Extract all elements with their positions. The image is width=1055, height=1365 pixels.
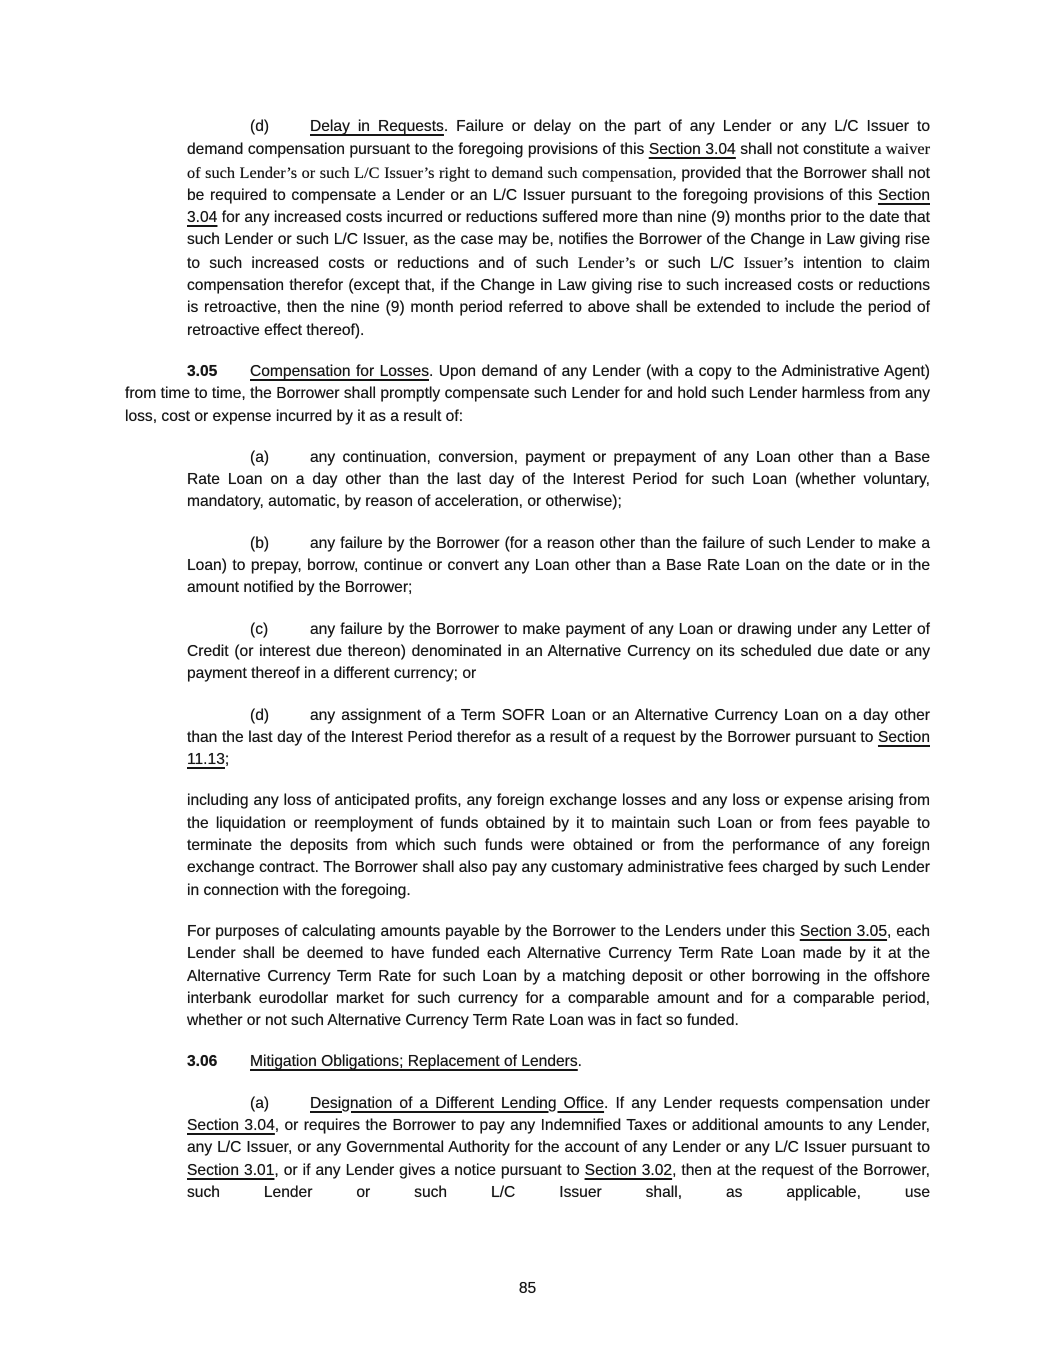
section-reference: Section 3.04 (187, 1116, 275, 1134)
text-run: any failure by the Borrower (for a reason other than the failure of such Lender to make a Loan) to prepay, borrow, continue or convert any Loan other than a Base Rate Loan on the date or in the amount notified by the Borrower; (187, 534, 930, 597)
text-run: any assignment of a Term SOFR Loan or an Alternative Currency Loan on a day other than the last day of the Interest Period therefor as a result of a request by the Borrower pursuant to (187, 706, 930, 746)
paragraph-label: 3.06 (187, 1053, 218, 1071)
paragraph-for-purposes-of-calculating (187, 921, 930, 1032)
underlined-heading: Delay in Requests (310, 118, 444, 135)
paragraph-label: (a) (250, 1094, 270, 1112)
clause-3-05-c (187, 619, 930, 686)
clause-3-05-d (187, 705, 930, 772)
text-run: including any loss of anticipated profits, any foreign exchange losses and any loss or expense arising from the liquidation or reemployment of funds obtained by it to maintain such Loan or from fees payable to terminate the deposits from which such funds were obtained or from the performance of any foreign exchange contract. The Borrower shall also pay any customary administrative fees charged by such Lender in connection with the foregoing. (187, 792, 930, 899)
page-number: 85 (518, 1280, 537, 1297)
text-run: shall not constitute (735, 141, 875, 159)
paragraph-label: 3.05 (187, 362, 218, 380)
document-body (125, 116, 930, 1204)
paragraph-label: (a) (250, 448, 270, 466)
clause-3-05-b (187, 533, 930, 600)
section-reference: Section 3.05 (799, 922, 888, 940)
text-run: , or requires the Borrower to pay any Indemnified Taxes or additional amounts to any Lender, any L/C Issuer, or any Governmental Authority for the account of any Lender or any L/C Issuer pursuant to (187, 1116, 930, 1157)
text-run: provided that the Borrower shall not be required to compensate a Lender or an L/C Issuer pursuant to the foregoing provisions of this (187, 164, 930, 204)
clause-3-04-d-delay-in-requests (187, 116, 930, 342)
text-run: , or if any Lender gives a notice pursuant to (274, 1161, 585, 1179)
text-run: . Failure or delay on the part of any Lender or any L/C Issuer to demand compensation pursuant to the foregoing provisions of this (187, 118, 930, 159)
text-run: , each Lender shall be deemed to have funded each Alternative Currency Term Rate Loan made by it at the Alternative Currency Term Rate for such Loan by a matching deposit or other borrowing in the offshore interbank eurodollar market for such currency for a comparable amount and for a comparable period, whether or not such Alternative Currency Term Rate Loan was in fact so funded. (187, 922, 931, 1030)
paragraph-label: (b) (250, 534, 270, 552)
paragraph-including-losses (187, 790, 930, 901)
text-run: for any increased costs incurred or reductions suffered more than nine (9) months prior to the date that such Lender or such L/C Issuer, as the case may be, notifies the Borrower of the Change in Law giving rise to such increased costs or reductions and of such (187, 209, 930, 272)
underlined-heading: Compensation for Losses (250, 362, 429, 380)
text-run: ; (224, 751, 230, 769)
text-run: . If any Lender requests compensation under (604, 1094, 930, 1112)
section-reference: Section 3.01 (187, 1161, 275, 1179)
text-run: intention to claim compensation therefor (except that, if the Change in Law giving rise to such increased costs or reductions is retroactive, then the nine (9) month period referred to above shall be extended to include the period of retroactive effect thereof). (187, 254, 930, 339)
section-reference: Section 3.02 (584, 1161, 673, 1179)
clause-3-06-a-designation-lending-office (187, 1093, 930, 1204)
text-run: any continuation, conversion, payment or prepayment of any Loan other than a Base Rate Loan on a day other than the last day of the Interest Period for such Loan (whether voluntary, mandatory, automatic, by reason of acceleration, or otherwise); (187, 448, 930, 511)
text-run: or such L/C (635, 254, 744, 272)
underlined-heading: Designation of a Different Lending Office (310, 1094, 605, 1112)
clause-3-05-a (187, 447, 930, 514)
section-reference: Section 3.04 (187, 186, 930, 227)
text-run: any failure by the Borrower to make payment of any Loan or drawing under any Letter of Credit (or interest due thereon) denominated in an Alternative Currency on its scheduled due date or any payment thereof in a different currency; or (187, 620, 930, 683)
section-reference: Section 11.13 (187, 728, 930, 769)
text-run: Lender’s (577, 252, 636, 272)
paragraph-label: (c) (250, 620, 269, 638)
text-run: Issuer’s (743, 252, 794, 272)
text-run: For purposes of calculating amounts payable by the Borrower to the Lenders under this (187, 922, 800, 940)
text-run: . (577, 1053, 582, 1071)
paragraph-label: (d) (250, 706, 270, 724)
section-reference: Section 3.04 (648, 141, 736, 159)
paragraph-label: (d) (250, 118, 270, 135)
underlined-heading: Mitigation Obligations; Replacement of Lenders (250, 1053, 578, 1071)
text-run: . Upon demand of any Lender (with a copy to the Administrative Agent) from time to time, the Borrower shall promptly compensate such Lender for and hold such Lender harmless from any loss, cost or expense incurred by it as a result of: (125, 362, 930, 425)
text-run: , then at the request of the Borrower, such Lender or such L/C Issuer shall, as applicable, use (187, 1161, 930, 1201)
text-run: a waiver of such Lender’s or such L/C Issuer’s right to demand such compensation, (187, 139, 930, 182)
section-3-06-mitigation-obligations (125, 1051, 930, 1073)
section-3-05-compensation-for-losses (125, 361, 930, 428)
page-footer (125, 1278, 930, 1300)
